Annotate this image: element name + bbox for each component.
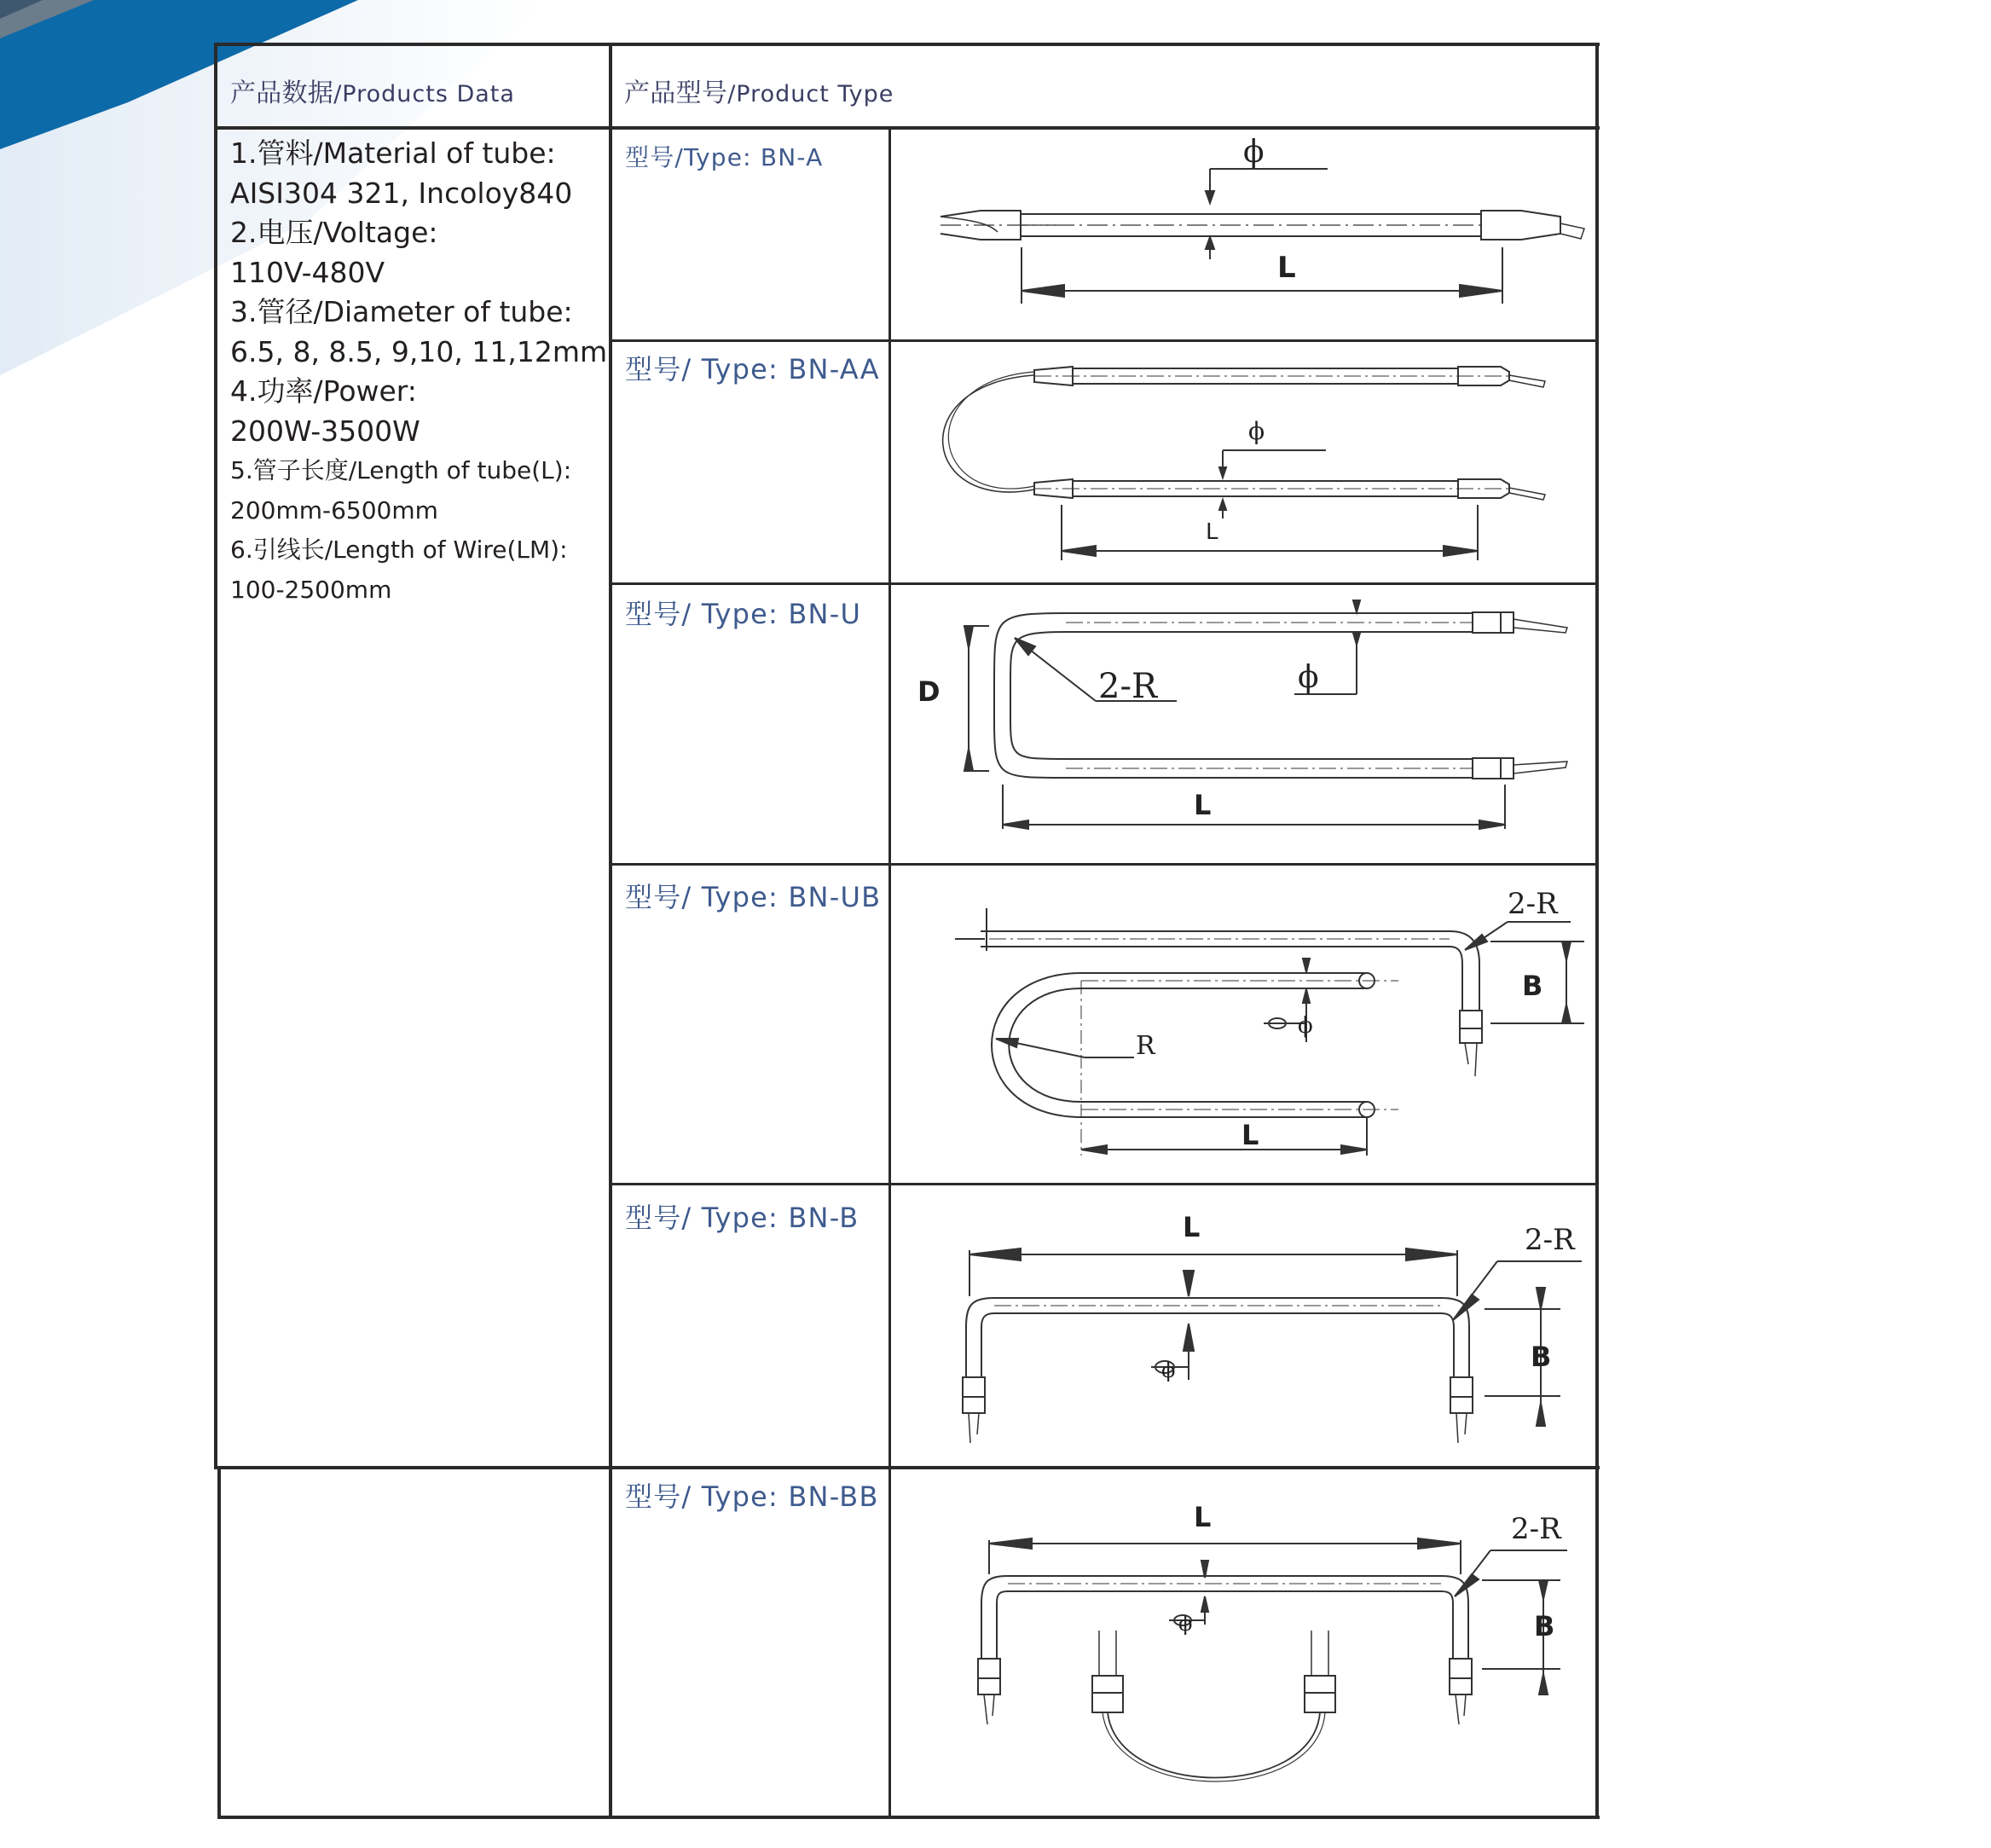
type-label-bn-aa: 型号/ Type: BN-AA — [625, 353, 880, 385]
type-label-bn-b: 型号/ Type: BN-B — [625, 1202, 859, 1234]
dim-label: ϕ — [1298, 1013, 1313, 1039]
dim-label: 2-R — [1525, 1223, 1575, 1257]
header-products-data: 产品数据/Products Data — [230, 78, 515, 108]
spec-line: 5.管子长度/Length of tube(L): — [230, 456, 572, 484]
drawing-bn-aa — [943, 367, 1545, 560]
type-label-bn-u: 型号/ Type: BN-U — [625, 598, 862, 630]
spec-line: 4.功率/Power: — [230, 374, 417, 408]
dim-label: L — [1277, 251, 1296, 285]
spec-line: 2.电压/Voltage: — [230, 216, 438, 249]
drawing-bn-ub — [955, 887, 1584, 1156]
spec-line: 3.管径/Diameter of tube: — [230, 295, 573, 328]
dim-label: ϕ — [1178, 1612, 1193, 1636]
header-product-type: 产品型号/Product Type — [624, 78, 894, 108]
dim-label: L — [1194, 1501, 1212, 1533]
drawing-bn-u — [917, 600, 1567, 829]
dim-label: R — [1136, 1031, 1155, 1061]
spec-line: AISI304 321, Incoloy840 — [230, 176, 573, 210]
dim-label: L — [1206, 519, 1218, 545]
dim-label: D — [917, 675, 941, 708]
type-label-bn-ub: 型号/ Type: BN-UB — [625, 881, 882, 913]
spec-line: 200mm-6500mm — [230, 495, 438, 524]
dim-label: ϕ — [1161, 1358, 1176, 1382]
dim-label: ϕ — [1298, 660, 1319, 695]
dim-label: L — [1183, 1211, 1201, 1243]
dim-label: 2-R — [1511, 1512, 1561, 1546]
dim-label: B — [1534, 1610, 1555, 1642]
drawing-bn-bb — [978, 1501, 1567, 1781]
type-label-bn-a: 型号/Type: BN-A — [625, 143, 824, 171]
spec-line: 110V-480V — [230, 255, 385, 289]
spec-line: 200W-3500W — [230, 414, 420, 448]
dim-label: B — [1531, 1341, 1552, 1373]
spec-line: 6.引线长/Length of Wire(LM): — [230, 536, 568, 564]
dim-label: 2-R — [1098, 667, 1158, 706]
dim-label: L — [1241, 1119, 1259, 1151]
dim-label: L — [1194, 789, 1212, 821]
drawing-bn-b — [963, 1211, 1582, 1443]
type-label-bn-bb: 型号/ Type: BN-BB — [625, 1480, 879, 1513]
spec-line: 6.5, 8, 8.5, 9,10, 11,12mm — [230, 334, 608, 368]
spec-line: 1.管料/Material of tube: — [230, 136, 556, 170]
dim-label: B — [1522, 970, 1543, 1002]
drawing-bn-a — [941, 135, 1584, 304]
dim-label: ϕ — [1248, 417, 1265, 445]
dim-label: ϕ — [1243, 135, 1265, 170]
spec-line: 100-2500mm — [230, 575, 392, 604]
dim-label: 2-R — [1508, 887, 1558, 921]
